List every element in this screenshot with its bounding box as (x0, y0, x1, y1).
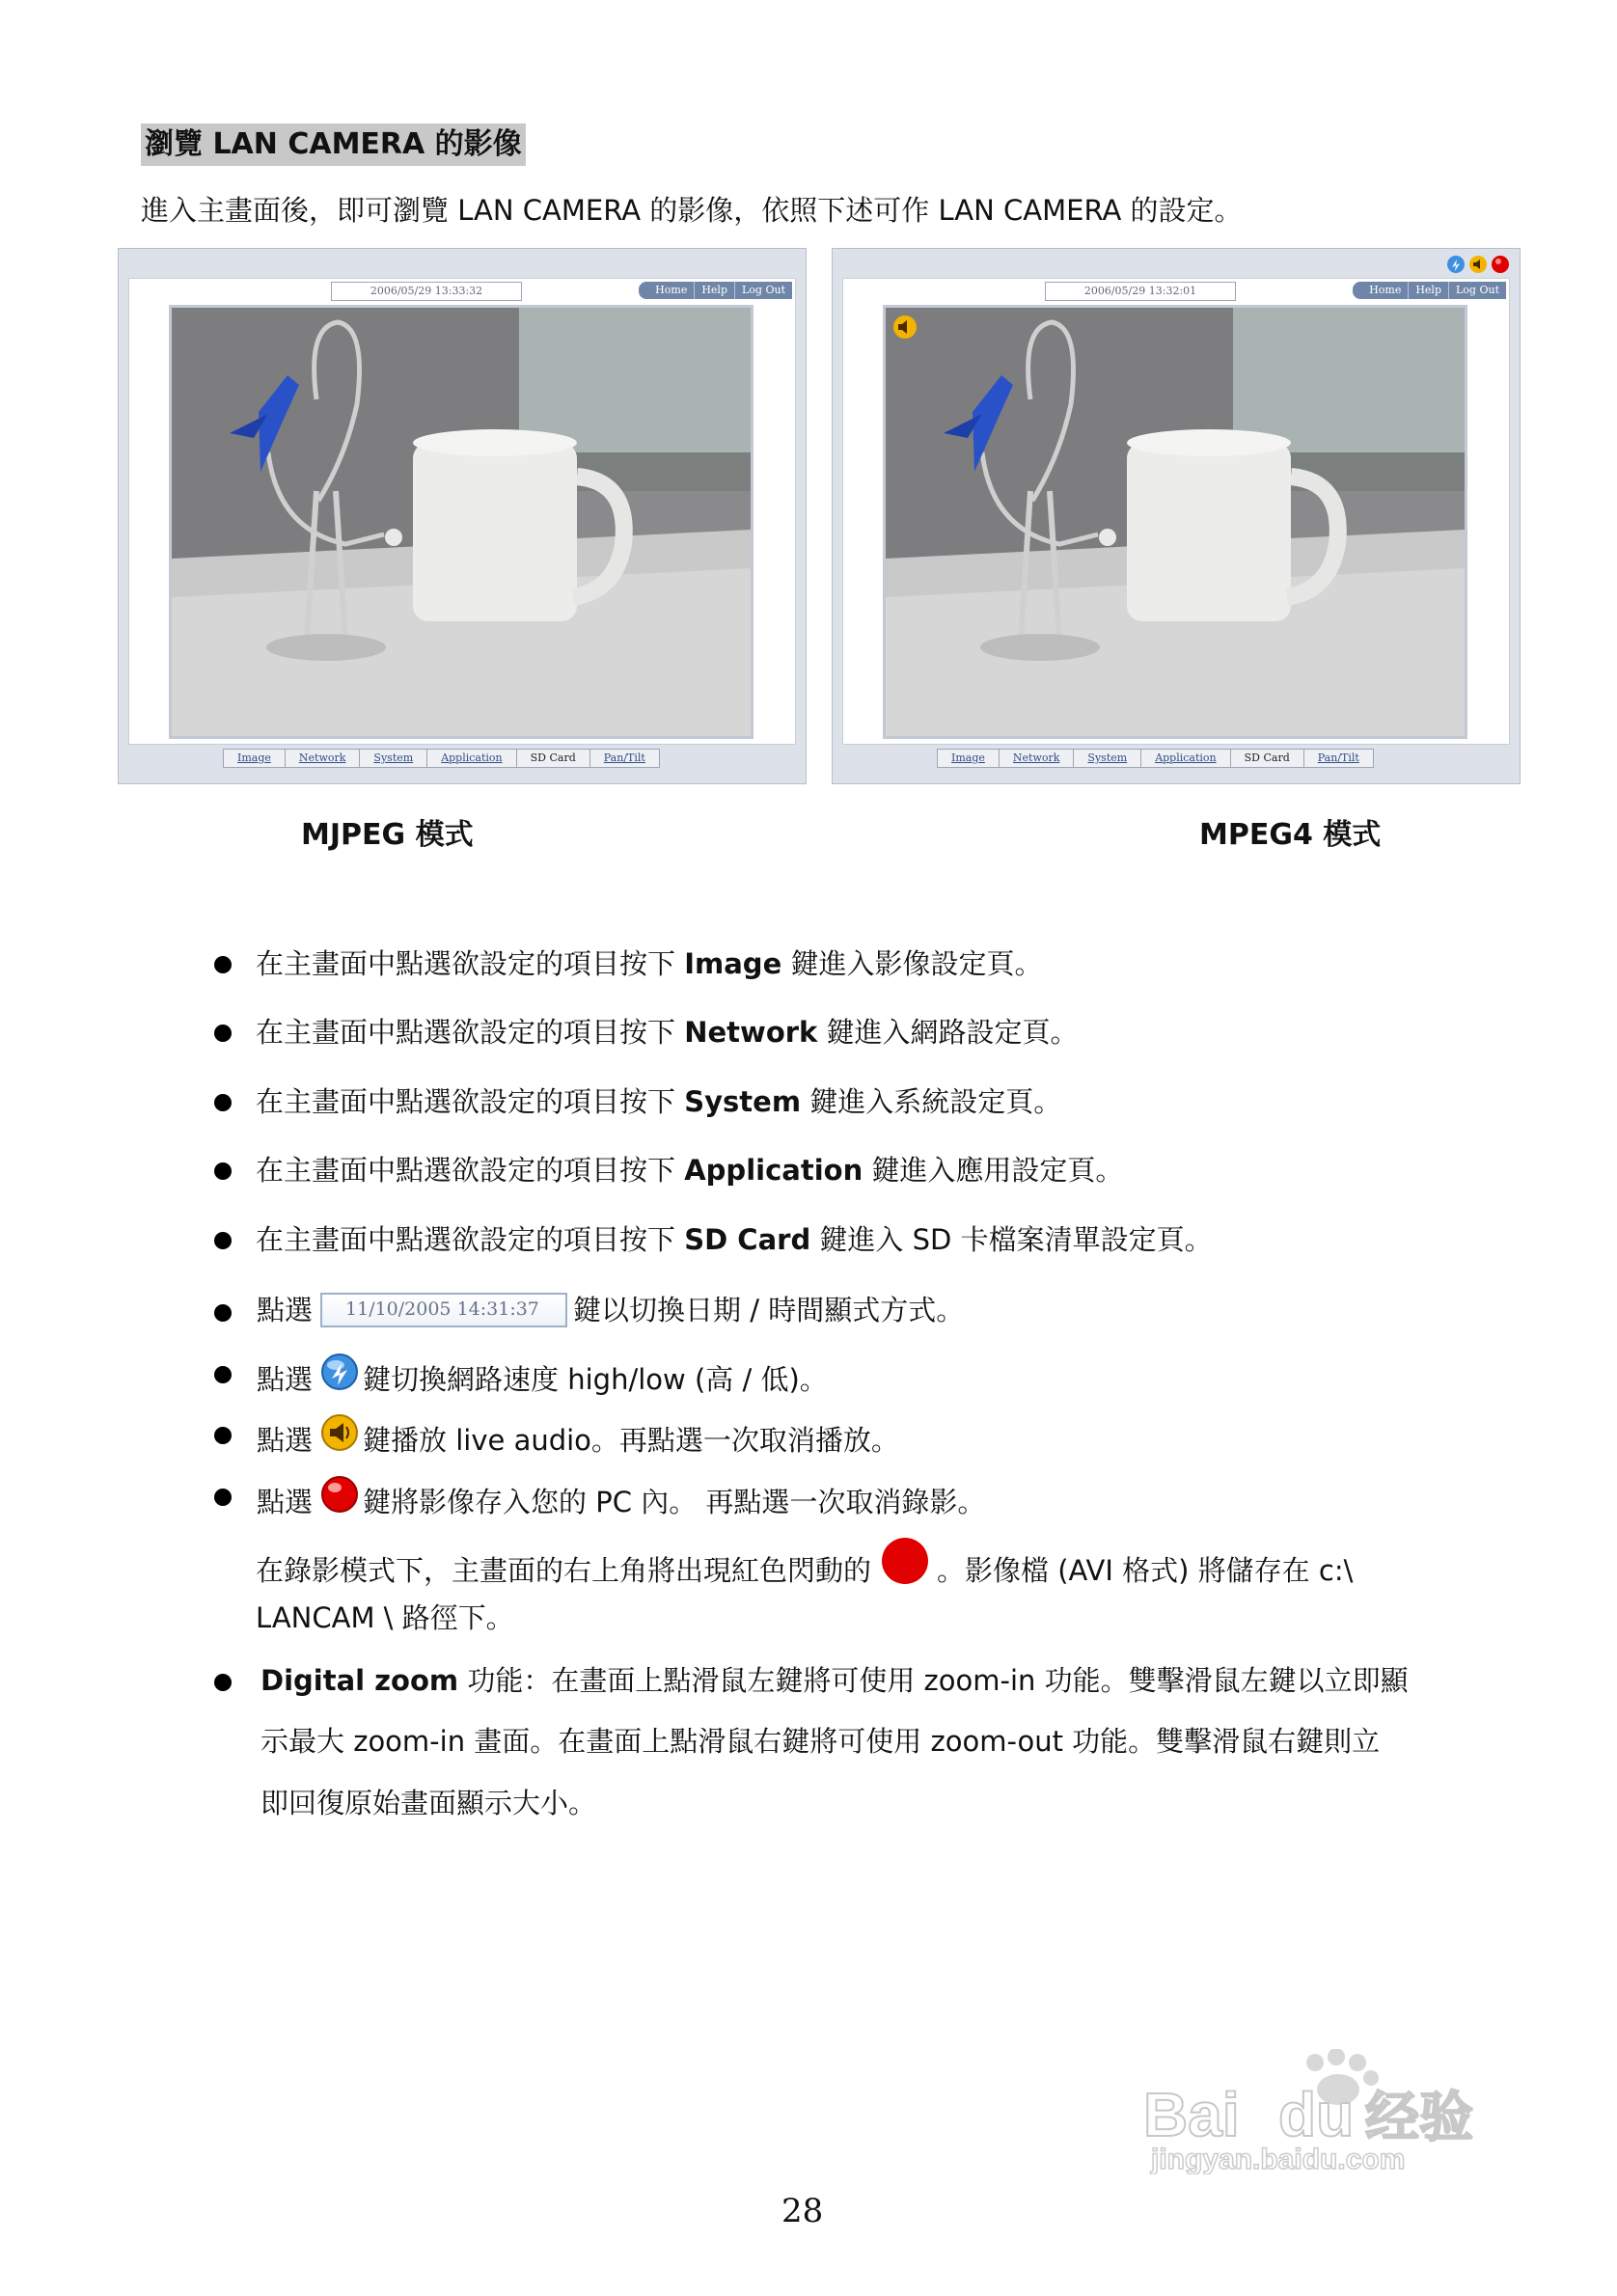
logout-link[interactable]: Log Out (734, 282, 792, 299)
bullet-dot (214, 1489, 232, 1506)
nav-system[interactable]: System (1073, 750, 1140, 767)
nav-application[interactable]: Application (1140, 750, 1229, 767)
bullet-dot (214, 1025, 232, 1042)
list-item-system: 在主畫面中點選欲設定的項目按下 System 鍵進入系統設定頁。 (256, 1085, 1062, 1118)
digital-zoom-line-2: 示最大 zoom-in 畫面。在畫面上點滑鼠右鍵將可使用 zoom-out 功能。雙擊滑鼠右鍵則立 (260, 1725, 1381, 1758)
nav-sd-card[interactable]: SD Card (1230, 750, 1303, 767)
watermark-brand-du: du (1278, 2080, 1355, 2149)
nav-image[interactable]: Image (951, 752, 985, 764)
help-link[interactable]: Help (1408, 282, 1448, 299)
date-display: 2006/05/29 13:33:32 (331, 282, 522, 301)
digital-zoom-line-3: 即回復原始畫面顯示大小。 (260, 1787, 597, 1819)
network-speed-icon[interactable] (320, 1353, 359, 1401)
list-item-speed: 點選 鍵切換網路速度 high/low (高 / 低)。 (257, 1353, 828, 1410)
bullet-dot (214, 1162, 232, 1180)
record-indicator-icon (881, 1537, 929, 1595)
list-item-image: 在主畫面中點選欲設定的項目按下 Image 鍵進入影像設定頁。 (256, 947, 1043, 980)
help-link[interactable]: Help (694, 282, 734, 299)
baidu-paw-logo (1134, 2049, 1520, 2174)
logout-link[interactable]: Log Out (1448, 282, 1506, 299)
nav-system[interactable]: System (359, 750, 426, 767)
bullet-dot (214, 1304, 232, 1322)
bullet-dot (214, 956, 232, 973)
camera-view[interactable] (883, 305, 1467, 739)
nav-application[interactable]: Application (426, 750, 515, 767)
list-item-sd-card: 在主畫面中點選欲設定的項目按下 SD Card 鍵進入 SD 卡檔案清單設定頁。 (256, 1223, 1213, 1256)
camera-image (172, 308, 751, 736)
list-item-network: 在主畫面中點選欲設定的項目按下 Network 鍵進入網路設定頁。 (256, 1016, 1079, 1049)
list-item-record: 點選 鍵將影像存入您的 PC 內。 再點選一次取消錄影。 (257, 1475, 985, 1533)
home-link[interactable]: Home (655, 284, 688, 296)
bullet-dot (214, 1674, 232, 1691)
caption-mpeg4: MPEG4 模式 (1199, 818, 1382, 852)
home-link[interactable]: Home (1369, 284, 1402, 296)
date-display: 2006/05/29 13:32:01 (1045, 282, 1236, 301)
audio-icon[interactable] (1468, 255, 1488, 274)
top-nav (639, 282, 792, 299)
bullet-dot (214, 1232, 232, 1249)
bottom-nav (223, 749, 660, 768)
date-time-button[interactable]: 11/10/2005 14:31:37 (320, 1293, 567, 1327)
watermark-cn: 经验 (1365, 2087, 1473, 2149)
bullet-dot (214, 1094, 232, 1111)
nav-network[interactable]: Network (999, 750, 1074, 767)
record-note-line: 在錄影模式下，主畫面的右上角將出現紅色閃動的 。影像檔 (AVI 格式) 將儲存在 c:\ (256, 1537, 1353, 1608)
bullet-dot (214, 1366, 232, 1383)
top-nav (1353, 282, 1506, 299)
intro-paragraph: 進入主畫面後，即可瀏覽 LAN CAMERA 的影像，依照下述可作 LAN CAMERA 的設定。 (141, 194, 1243, 227)
list-item-digital-zoom: Digital zoom 功能：在畫面上點滑鼠左鍵將可使用 zoom-in 功能。雙擊滑鼠左鍵以立即顯 (260, 1664, 1409, 1697)
record-icon[interactable] (320, 1475, 359, 1523)
list-item-date-toggle: 點選 11/10/2005 14:31:37 鍵以切換日期 / 時間顯式方式。 (257, 1294, 965, 1326)
record-note-path: LANCAM \ 路徑下。 (256, 1601, 514, 1634)
nav-pan-tilt[interactable]: Pan/Tilt (1303, 750, 1373, 767)
record-icon[interactable] (1491, 255, 1510, 274)
nav-pan-tilt[interactable]: Pan/Tilt (589, 750, 659, 767)
nav-network[interactable]: Network (285, 750, 360, 767)
list-item-application: 在主畫面中點選欲設定的項目按下 Application 鍵進入應用設定頁。 (256, 1154, 1124, 1187)
section-heading: 瀏覽 LAN CAMERA 的影像 (141, 123, 526, 166)
network-speed-icon[interactable] (1446, 255, 1466, 274)
watermark-brand: Bai (1143, 2080, 1240, 2149)
caption-mjpeg: MJPEG 模式 (301, 818, 474, 852)
page-number: 28 (781, 2192, 824, 2230)
screenshot-mpeg4 (832, 248, 1521, 784)
watermark-url: jingyan.baidu.com (1151, 2144, 1406, 2174)
toolbar-icons (1446, 255, 1510, 274)
camera-image (886, 308, 1465, 736)
bullet-dot (214, 1427, 232, 1444)
screenshot-mjpeg (118, 248, 807, 784)
audio-icon[interactable] (320, 1413, 359, 1462)
camera-view[interactable] (169, 305, 754, 739)
nav-sd-card[interactable]: SD Card (516, 750, 589, 767)
baidu-watermark (1134, 2049, 1520, 2174)
bottom-nav (937, 749, 1374, 768)
nav-image[interactable]: Image (237, 752, 271, 764)
list-item-audio: 點選 鍵播放 live audio。再點選一次取消播放。 (257, 1413, 899, 1471)
